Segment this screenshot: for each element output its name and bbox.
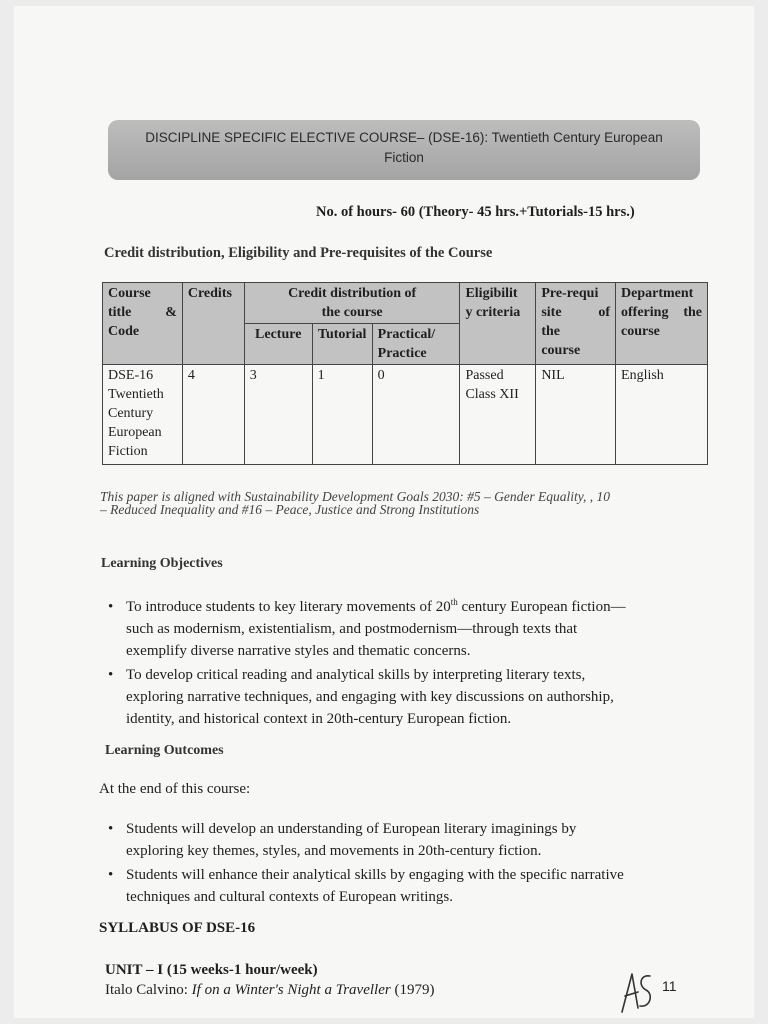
cell-prerequisite: NIL <box>536 365 616 465</box>
cell-department: English <box>616 365 708 465</box>
list-item: • Students will develop an understanding of European literary imaginings by exploring key themes, styles, and movements in 20th-century fiction. <box>100 818 700 862</box>
list-item: • To develop critical reading and analytical skills by interpreting literary texts, exploring narrative techniques, and engaging with key discussions on authorship, identity, and historical context in 20th-century European fiction. <box>100 664 700 730</box>
cell-eligibility: Passed Class XII <box>460 365 536 465</box>
cell-credits: 4 <box>182 365 244 465</box>
cell-practical: 0 <box>372 365 460 465</box>
cell-lecture: 3 <box>244 365 312 465</box>
cell-tutorial: 1 <box>312 365 372 465</box>
header-lecture: Lecture <box>244 324 312 365</box>
cell-course: DSE-16 Twentieth Century European Fiction <box>103 365 183 465</box>
sdg-alignment-note: This paper is aligned with Sustainability Development Goals 2030: #5 – Gender Equality, , 10 – Reduced Inequality and #16 – Peace, Justice and Strong Institutions <box>100 489 610 517</box>
handwritten-signature <box>616 968 656 1016</box>
header-practical: Practical/ Practice <box>372 324 460 365</box>
page-number: 11 <box>662 978 677 994</box>
hours-summary: No. of hours- 60 (Theory- 45 hrs.+Tutorials-15 hrs.) <box>316 204 635 220</box>
syllabus-heading: SYLLABUS OF DSE-16 <box>99 920 256 936</box>
header-department: Department offering the course <box>616 283 708 365</box>
table-row <box>103 365 708 465</box>
work-title: If on a Winter's Night a Traveller <box>191 982 391 998</box>
outcomes-intro: At the end of this course: <box>99 781 251 797</box>
header-eligibility-criteria: Eligibilit y criteria <box>460 283 536 365</box>
course-title-line-1: DISCIPLINE SPECIFIC ELECTIVE COURSE– (DSE-16): Twentieth Century European <box>145 130 663 145</box>
credit-distribution-table <box>102 282 708 465</box>
header-credits: Credits <box>182 283 244 365</box>
course-title-banner <box>108 120 700 180</box>
learning-objectives-heading: Learning Objectives <box>101 556 223 571</box>
unit-reading: Italo Calvino: If on a Winter's Night a Traveller (1979) <box>105 982 435 998</box>
learning-outcomes-list <box>100 818 700 910</box>
unit-title: UNIT – I (15 weeks-1 hour/week) <box>105 962 318 978</box>
header-tutorial: Tutorial <box>312 324 372 365</box>
learning-outcomes-heading: Learning Outcomes <box>105 743 224 758</box>
header-prerequisite: Pre-requi site of the course <box>536 283 616 365</box>
header-course-title-code: Course title & Code <box>103 283 183 365</box>
learning-objectives-list <box>100 596 700 732</box>
credit-distribution-heading: Credit distribution, Eligibility and Pre-requisites of the Course <box>104 245 493 261</box>
course-title-line-2: Fiction <box>384 150 424 165</box>
list-item: • Students will enhance their analytical skills by engaging with the specific narrative techniques and cultural contexts of European writings. <box>100 864 700 908</box>
list-item: • To introduce students to key literary movements of 20th century European fiction— such as modernism, existentialism, and postmodernism—through texts that exemplify diverse narrative styles and thematic concerns. <box>100 596 700 662</box>
header-credit-distribution: Credit distribution of the course <box>244 283 460 324</box>
